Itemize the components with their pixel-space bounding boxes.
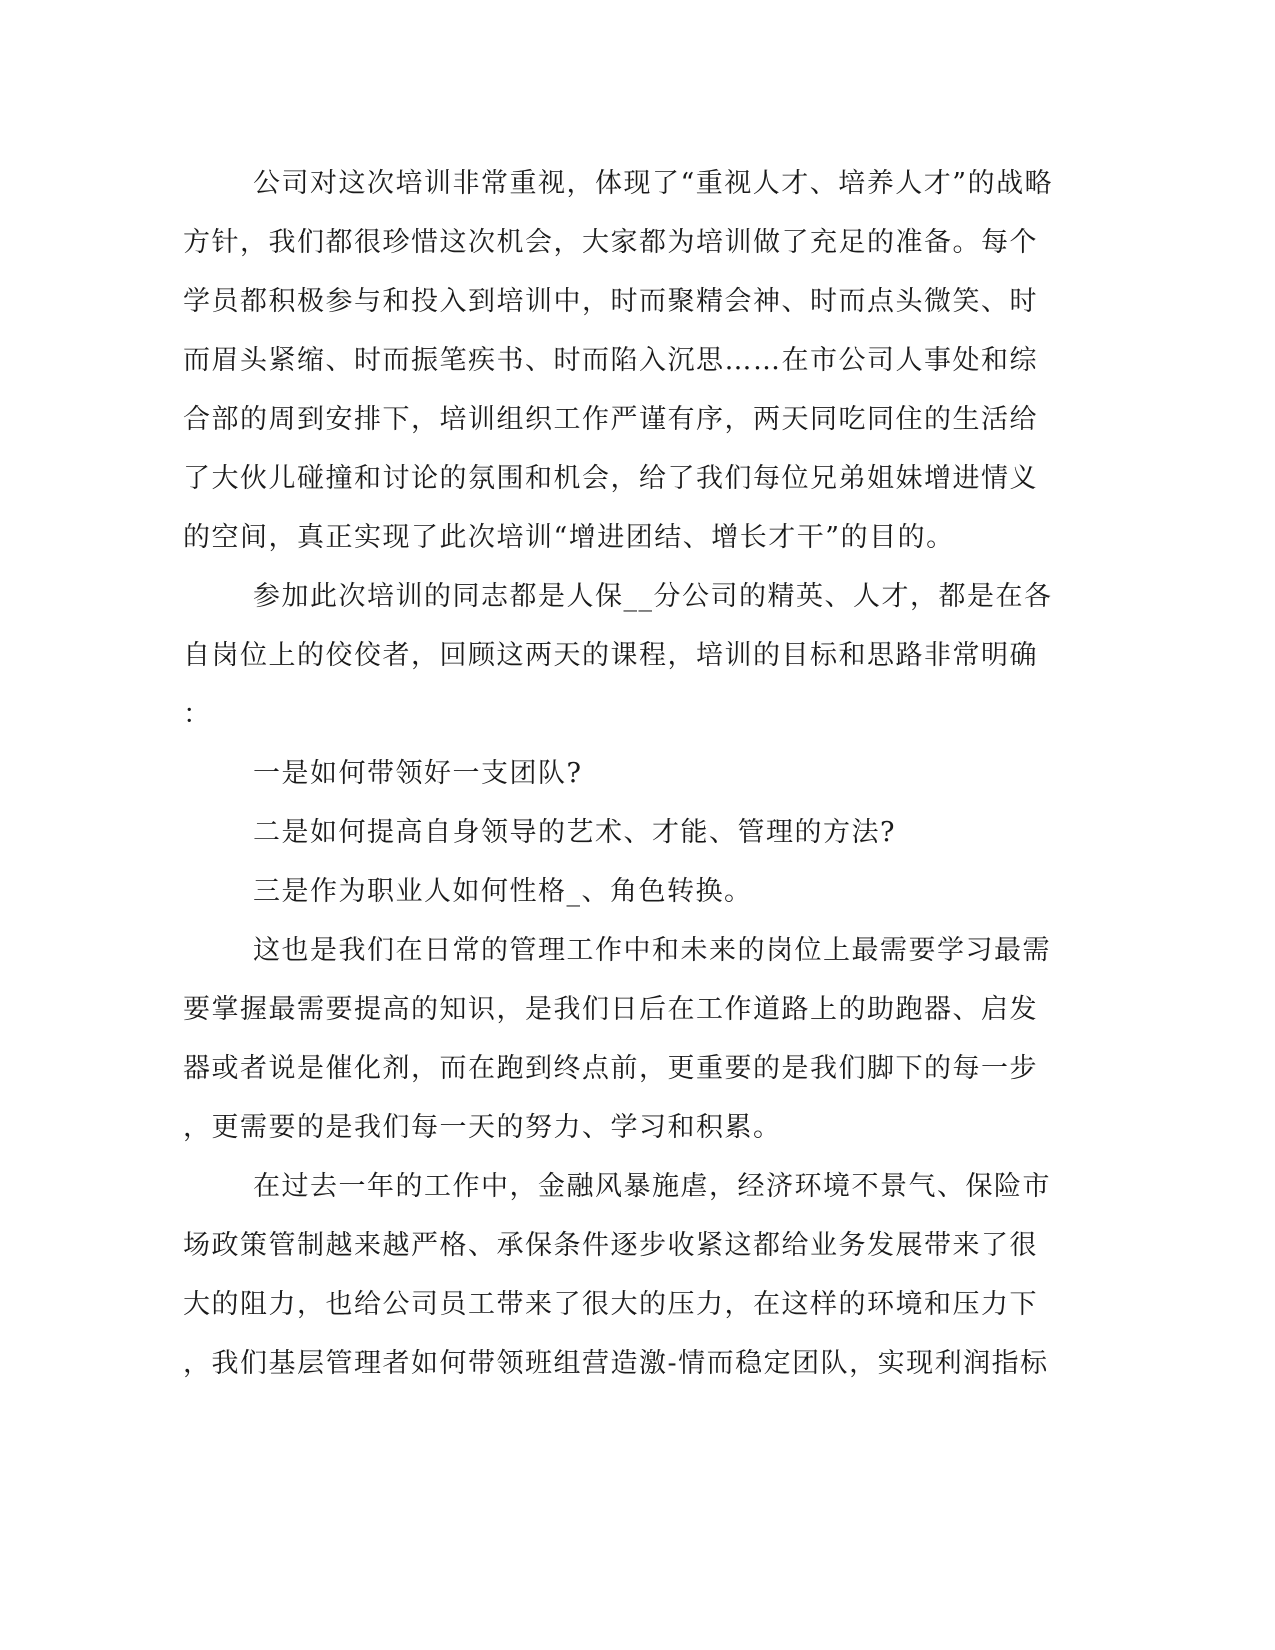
- text-line: 自岗位上的佼佼者，回顾这两天的课程，培训的目标和思路非常明确: [183, 640, 1038, 671]
- text-line: 大的阻力，也给公司员工带来了很大的压力，在这样的环境和压力下: [183, 1289, 1038, 1320]
- text-line: 要掌握最需要提高的知识，是我们日后在工作道路上的助跑器、启发: [183, 994, 1038, 1025]
- list-item: 二是如何提高自身领导的艺术、才能、管理的方法?: [253, 817, 896, 848]
- text-line: 公司对这次培训非常重视，体现了“重视人才、培养人才”的战略: [253, 168, 1054, 199]
- text-line: 在过去一年的工作中，金融风暴施虐，经济环境不景气、保险市: [253, 1171, 1051, 1202]
- text-line: 参加此次培训的同志都是人保__分公司的精英、人才，都是在各: [253, 581, 1053, 612]
- text-line: 的空间，真正实现了此次培训“增进团结、增长才干”的目的。: [183, 522, 955, 553]
- text-line: 学员都积极参与和投入到培训中，时而聚精会神、时而点头微笑、时: [183, 286, 1038, 317]
- text-line: 器或者说是催化剂，而在跑到终点前，更重要的是我们脚下的每一步: [183, 1053, 1038, 1084]
- text-line: 合部的周到安排下，培训组织工作严谨有序，两天同吃同住的生活给: [183, 404, 1038, 435]
- text-line: ，我们基层管理者如何带领班组营造激-情而稳定团队，实现利润指标: [183, 1348, 1049, 1379]
- text-line: 了大伙儿碰撞和讨论的氛围和机会，给了我们每位兄弟姐妹增进情义: [183, 463, 1038, 494]
- text-line: ：: [183, 699, 212, 730]
- text-line: 而眉头紧缩、时而振笔疾书、时而陷入沉思……在市公司人事处和综: [183, 345, 1038, 376]
- text-line: 方针，我们都很珍惜这次机会，大家都为培训做了充足的准备。每个: [183, 227, 1038, 258]
- text-line: ，更需要的是我们每一天的努力、学习和积累。: [183, 1112, 782, 1143]
- text-line: 这也是我们在日常的管理工作中和未来的岗位上最需要学习最需: [253, 935, 1051, 966]
- list-item: 三是作为职业人如何性格_、角色转换。: [253, 876, 753, 907]
- text-line: 场政策管制越来越严格、承保条件逐步收紧这都给业务发展带来了很: [183, 1230, 1038, 1261]
- list-item: 一是如何带领好一支团队?: [253, 758, 583, 789]
